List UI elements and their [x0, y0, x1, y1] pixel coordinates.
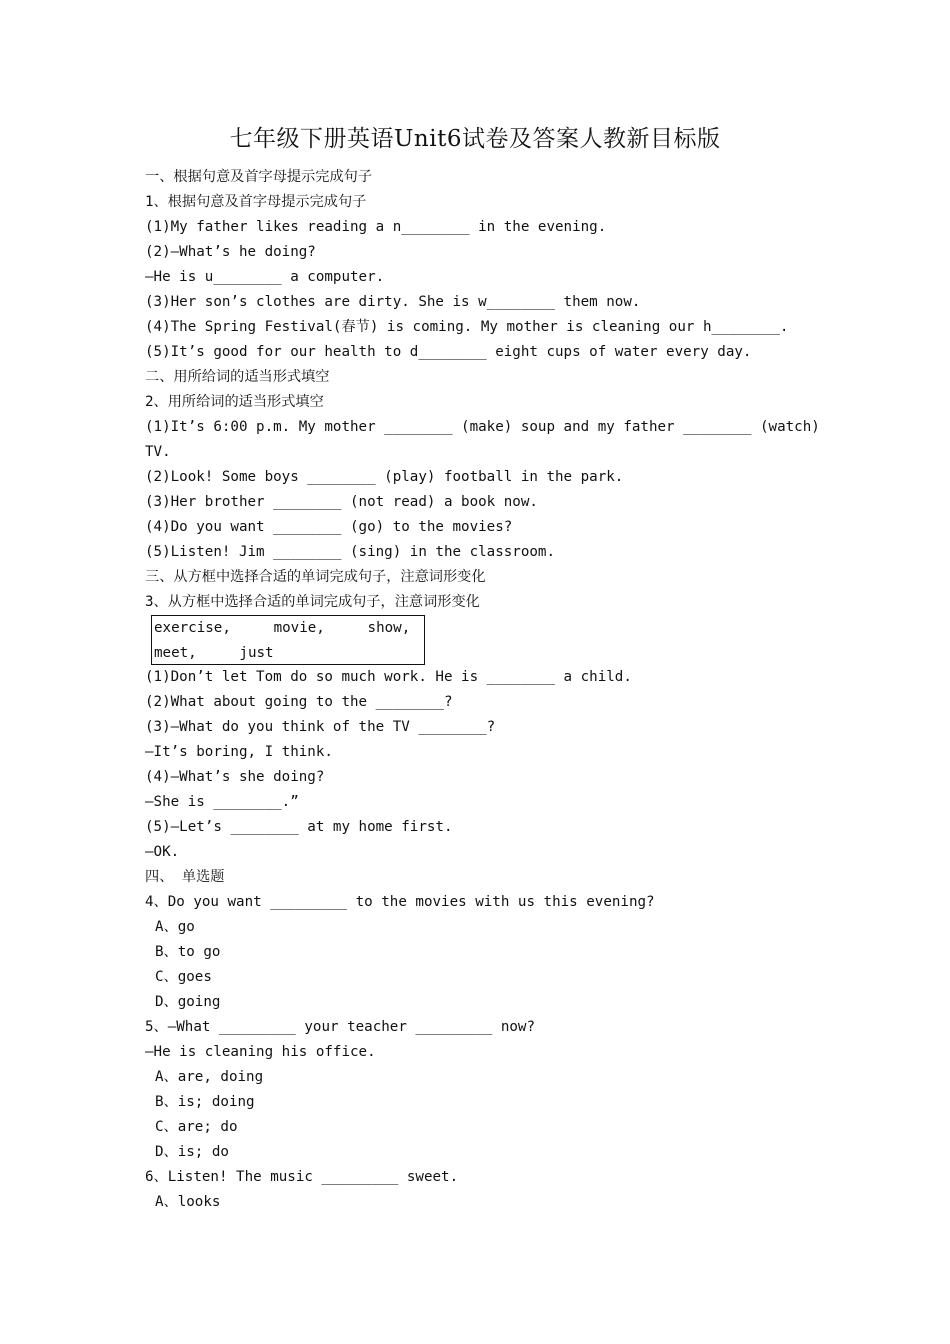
question-line: (3)—What do you think of the TV ________? — [145, 719, 496, 735]
question-line: (3)Her son’s clothes are dirty. She is w________ them now. — [145, 294, 641, 310]
answer-option: C、are; do — [155, 1119, 238, 1135]
question-line: (2)—What’s he doing? — [145, 244, 316, 260]
question-stem: 4、Do you want _________ to the movies with us this evening? — [145, 894, 655, 910]
question-line: TV. — [145, 444, 171, 460]
question-line: —He is cleaning his office. — [145, 1044, 376, 1060]
worksheet-content — [145, 165, 825, 1215]
question-line: —It’s boring, I think. — [145, 744, 333, 760]
question-line: (4)The Spring Festival(春节) is coming. My mother is cleaning our h________. — [145, 319, 789, 335]
word-bank-row: meet, just — [154, 645, 274, 661]
question-line: —OK. — [145, 844, 180, 860]
question-heading: 3、从方框中选择合适的单词完成句子，注意词形变化 — [145, 594, 480, 610]
question-line: (1)It’s 6:00 p.m. My mother ________ (make) soup and my father ________ (watch) — [145, 419, 820, 435]
question-line: (1)Don’t let Tom do so much work. He is ________ a child. — [145, 669, 632, 685]
answer-option: A、looks — [155, 1194, 221, 1210]
word-bank-row: exercise, movie, show, — [154, 620, 411, 636]
answer-option: C、goes — [155, 969, 212, 985]
answer-option: D、is; do — [155, 1144, 229, 1160]
answer-option: A、go — [155, 919, 195, 935]
question-line: —She is ________.” — [145, 794, 299, 810]
question-line: (2)Look! Some boys ________ (play) football in the park. — [145, 469, 624, 485]
question-line: (4)Do you want ________ (go) to the movies? — [145, 519, 513, 535]
answer-option: D、going — [155, 994, 221, 1010]
answer-option: A、are, doing — [155, 1069, 264, 1085]
question-line: (3)Her brother ________ (not read) a book now. — [145, 494, 538, 510]
question-stem: 6、Listen! The music _________ sweet. — [145, 1169, 459, 1185]
question-line: (1)My father likes reading a n________ in the evening. — [145, 219, 607, 235]
question-heading: 1、根据句意及首字母提示完成句子 — [145, 194, 367, 210]
question-line: (5)Listen! Jim ________ (sing) in the classroom. — [145, 544, 555, 560]
question-line: (5)It’s good for our health to d________ eight cups of water every day. — [145, 344, 752, 360]
answer-option: B、to go — [155, 944, 221, 960]
question-line: (5)—Let’s ________ at my home first. — [145, 819, 453, 835]
question-stem: 5、—What _________ your teacher _________ now? — [145, 1019, 536, 1035]
section-heading: 四、 单选题 — [145, 869, 225, 885]
question-line: —He is u________ a computer. — [145, 269, 385, 285]
section-heading: 一、根据句意及首字母提示完成句子 — [145, 169, 373, 185]
page-title: 七年级下册英语Unit6试卷及答案人教新目标版 — [229, 126, 721, 152]
section-heading: 二、用所给词的适当形式填空 — [145, 369, 330, 385]
question-line: (2)What about going to the ________? — [145, 694, 453, 710]
word-bank-box — [151, 615, 425, 665]
question-heading: 2、用所给词的适当形式填空 — [145, 394, 324, 410]
answer-option: B、is; doing — [155, 1094, 255, 1110]
section-heading: 三、从方框中选择合适的单词完成句子，注意词形变化 — [145, 569, 486, 585]
question-line: (4)—What’s she doing? — [145, 769, 325, 785]
